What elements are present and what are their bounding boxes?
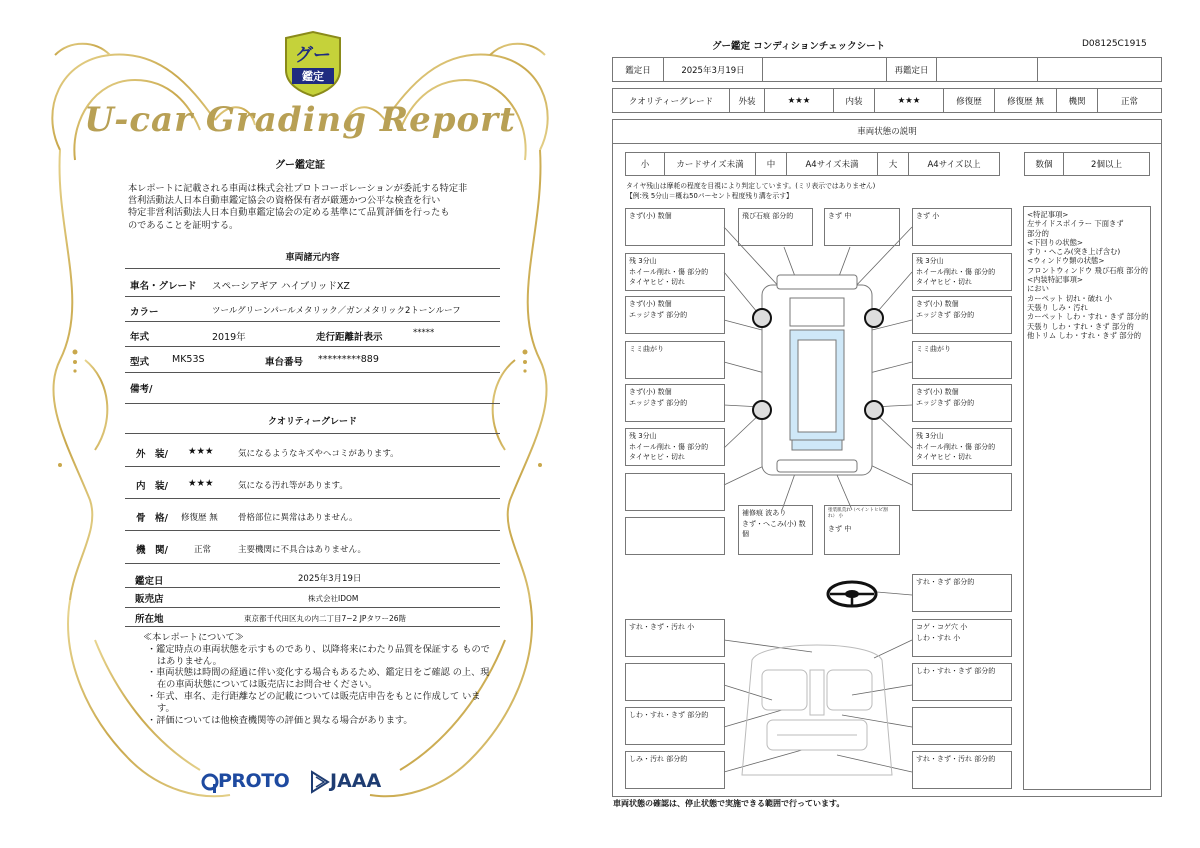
svg-text:鑑定: 鑑定 [302, 70, 324, 83]
interior-desc: 気になる汚れ等があります。 [238, 481, 348, 491]
chassis-label: 車台番号 [265, 357, 304, 368]
name-label: 車名・グレード [130, 281, 197, 292]
address-value: 東京都千代田区丸の内二丁目7−2 JPタワー26階 [244, 614, 406, 623]
condition-box: 塗装肌荒れ（ペイントヒビ割れ） 小 きず 中 [824, 505, 900, 555]
divider [125, 268, 500, 269]
size-mid-label: 中 [755, 152, 787, 176]
condition-box: 残 3分山 ホイール削れ・傷 部分的 タイヤヒビ・切れ [625, 253, 725, 291]
size-small-label: 小 [625, 152, 665, 176]
sheet-title: グー鑑定 コンディションチェックシート [712, 41, 886, 52]
state-title: 車両状態の説明 [612, 119, 1162, 144]
color-label: カラー [130, 307, 159, 318]
model-value: MK53S [172, 354, 205, 365]
steering-wheel-icon [828, 582, 876, 606]
color-value: ツールグリーンパールメタリック／ガンメタリック2トーンルーフ [212, 306, 461, 316]
model-label: 型式 [130, 357, 150, 368]
condition-box: きず(小) 数個 エッジきず 部分的 [625, 296, 725, 334]
engine-value-cell: 正常 [1097, 88, 1162, 113]
interior-label: 内 装/ [136, 481, 168, 492]
date-label-cell: 鑑定日 [612, 57, 664, 82]
interior-stars: ★★★ [188, 478, 214, 489]
name-value: スペーシアギア ハイブリッドXZ [212, 281, 350, 292]
goo-kantei-badge [282, 30, 344, 98]
exterior-label: 外 装/ [136, 449, 168, 460]
size-large-desc: A4サイズ以上 [908, 152, 1000, 176]
condition-box [625, 517, 725, 555]
special-notes: <特記事項> 左サイドスポイラー 下面きず 部分的 <下回りの状態> すり・へこみ(突き上げ含む) <ウィンドウ類の状態> フロントウィンドウ 飛び石痕 部分的 <内装特記事項> におい カーペット 切れ・破れ 小 天張り しみ・汚れ カーペット しわ・すれ・きず 部分的 天張り しわ・すれ・きず 部分的 他トリム しわ・すれ・きず 部分的 [1027, 210, 1149, 340]
script-title: U-car Grading Report [84, 100, 516, 140]
engine-desc: 主要機関に不具合はありません。 [238, 545, 367, 555]
frame-desc: 骨格部位に異常はありません。 [238, 513, 358, 523]
sheet-code: D08125C1915 [1082, 39, 1147, 49]
tire-example: 【例:残 5分山＝概ね50パーセント程度残り溝を示す】 [626, 192, 793, 200]
condition-box: すれ・きず・汚れ 小 [625, 619, 725, 657]
condition-box: しみ・汚れ 部分的 [625, 751, 725, 789]
condition-box [912, 707, 1012, 745]
size-mid-desc: A4サイズ未満 [786, 152, 878, 176]
condition-box: きず(小) 数個 エッジきず 部分的 [912, 384, 1012, 422]
grade-label-cell: クオリティーグレード [612, 88, 730, 113]
size-small-desc: カードサイズ未満 [664, 152, 756, 176]
repair-value-cell: 修復歴 無 [994, 88, 1057, 113]
count-label: 数個 [1024, 152, 1064, 176]
condition-box: 残 3分山 ホイール削れ・傷 部分的 タイヤヒビ・切れ [625, 428, 725, 466]
exterior-stars-cell: ★★★ [764, 88, 834, 113]
condition-box: 飛び石痕 部分的 [738, 208, 813, 246]
condition-box: きず(小) 数個 エッジきず 部分的 [912, 296, 1012, 334]
date-value-cell: 2025年3月19日 [663, 57, 763, 82]
repair-label-cell: 修復歴 [943, 88, 995, 113]
exterior-stars: ★★★ [188, 446, 214, 457]
quality-title: クオリティーグレード [267, 417, 358, 427]
year-label: 年式 [130, 332, 150, 343]
sheet-footer: 車両状態の確認は、停止状態で実施できる範囲で行っています。 [613, 799, 845, 808]
inspection-date-value: 2025年3月19日 [298, 574, 362, 584]
condition-box: コゲ・コゲ穴 小 しわ・すれ 小 [912, 619, 1012, 657]
condition-box: きず 中 [824, 208, 900, 246]
condition-box: ミミ曲がり [625, 341, 725, 379]
jaaa-logo-icon [310, 770, 330, 794]
odometer-value: ***** [413, 328, 435, 338]
report-notes: ≪本レポートについて≫ ・鑑定時点の車両状態を示すものであり、以降将来にわたり品質を保証する ものではありません。 ・車両状態は時間の経過に伴い変化する場合もあるため、鑑定日をご確認 の上、現在の車両状態については販売店にお問合せください。 ・年式、車名、走行距離などの記載については販売店申告をもとに作成して います。 ・評価については他検査機関等の評価と異なる場合があります。 [143, 632, 490, 726]
condition-box: すれ・きず 部分的 [912, 574, 1012, 612]
address-label: 所在地 [135, 614, 164, 625]
dealer-label: 販売店 [135, 594, 164, 605]
specs-title: 車両諸元内容 [285, 253, 340, 263]
certificate-intro: 本レポートに記載される車両は株式会社プロトコーポレーションが委託する特定非 営利活動法人日本自動車鑑定協会の資格保有者が厳選かつ公平な検査を行い 特定非営利活動法人日本自動車鑑定協会の定める基準にて品質評価を行ったも のであることを証明する。 [128, 183, 468, 231]
condition-box [625, 473, 725, 511]
condition-box: 残 3分山 ホイール削れ・傷 部分的 タイヤヒビ・切れ [912, 428, 1012, 466]
exterior-desc: 気になるようなキズやヘコミがあります。 [238, 449, 399, 459]
proto-logo: PROTO [218, 770, 290, 792]
remarks-label: 備考/ [130, 384, 153, 395]
certificate-heading: グー鑑定証 [275, 160, 325, 171]
odometer-label: 走行距離計表示 [316, 332, 383, 343]
condition-box: きず(小) 数個 [625, 208, 725, 246]
interior-label-cell: 内装 [833, 88, 875, 113]
condition-box: きず 小 [912, 208, 1012, 246]
count-desc: 2個以上 [1063, 152, 1150, 176]
jaaa-logo: JAAA [330, 770, 382, 792]
interior-stars-cell: ★★★ [874, 88, 944, 113]
condition-box: 補修痕 波あり きず・へこみ(小) 数個 [738, 505, 813, 555]
size-large-label: 大 [877, 152, 909, 176]
engine-value: 正常 [194, 545, 212, 555]
condition-box: ミミ曲がり [912, 341, 1012, 379]
year-value: 2019年 [212, 332, 246, 343]
recheck-label-cell: 再鑑定日 [886, 57, 937, 82]
condition-box: 残 3分山 ホイール削れ・傷 部分的 タイヤヒビ・切れ [912, 253, 1012, 291]
inspection-date-label: 鑑定日 [135, 576, 164, 587]
frame-label: 骨 格/ [136, 513, 168, 524]
chassis-value: *********889 [318, 354, 379, 365]
proto-logo-icon [200, 772, 220, 794]
dealer-value: 株式会社IDOM [308, 594, 359, 603]
condition-box: しわ・すれ・きず 部分的 [912, 663, 1012, 701]
condition-box [625, 663, 725, 701]
condition-box: きず(小) 数個 エッジきず 部分的 [625, 384, 725, 422]
engine-label-cell: 機関 [1056, 88, 1098, 113]
svg-text:グー: グー [295, 45, 331, 66]
condition-box: すれ・きず・汚れ 部分的 [912, 751, 1012, 789]
condition-box: しわ・すれ・きず 部分的 [625, 707, 725, 745]
condition-box [912, 473, 1012, 511]
exterior-label-cell: 外装 [729, 88, 765, 113]
engine-label: 機 関/ [136, 545, 168, 556]
tire-note: タイヤ残山は摩耗の程度を目視により判定しています。(ミリ表示ではありません) [626, 182, 876, 190]
frame-value: 修復歴 無 [181, 513, 218, 523]
